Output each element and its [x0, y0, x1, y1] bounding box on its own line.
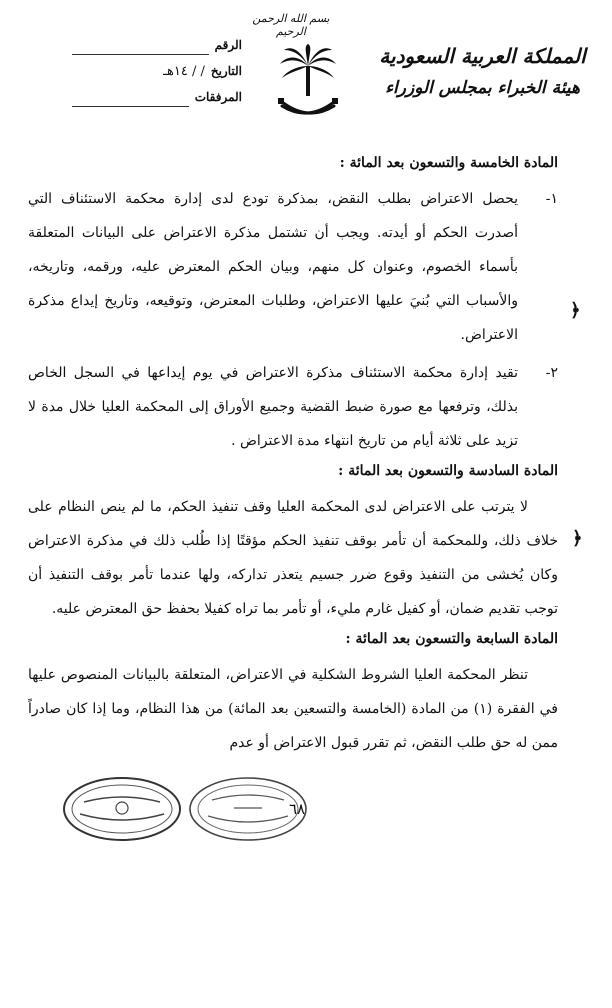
reference-block — [72, 38, 242, 116]
attachments-label: المرفقات — [194, 90, 242, 104]
kingdom-name: المملكة العربية السعودية — [379, 44, 586, 68]
date-label: التاريخ — [210, 64, 242, 78]
saudi-emblem-icon — [276, 44, 340, 122]
article-paragraph: تنظر المحكمة العليا الشروط الشكلية في الاعتراض، المتعلقة بالبيانات المنصوص عليها في الفقرة (١) من المادة (الخامسة والتسعين بعد المائة) من هذا النظام، وما إذا كان صادراً ممن له حق طلب النقض، ثم تقرر قبول الاعتراض أو عدم — [28, 667, 559, 751]
article-paragraph: لا يترتب على الاعتراض لدى المحكمة العليا وقف تنفيذ الحكم، ما لم ينص النظام على خلاف ذلك، وللمحكمة أن تأمر بوقف تنفيذ الحكم مؤقتًا إذا طُلب ذلك في مذكرة الاعتراض وكان يُخشى من التنفيذ وقوع ضرر جسيم يتعذر تداركه، ولها عندما تأمر بوقف التنفيذ أن توجب تقديم ضمان، أو كفيل غارم مليء، أو تأمر بما تراه كفيلا بحفظ حق المعترض عليه. — [28, 499, 558, 617]
item-number: ٢- — [545, 365, 558, 381]
item-number: ١- — [545, 191, 558, 207]
page-number: ٦٨ — [288, 800, 306, 818]
item-text: تقيد إدارة محكمة الاستئناف مذكرة الاعتراض في يوم إيداعها في السجل الخاص بذلك، وترفعها مع صورة ضبط القضية وجميع الأوراق إلى المحكمة العليا خلال مدة لا تزيد على ثلاثة أيام من تاريخ انتهاء مدة الاعتراض . — [28, 365, 518, 449]
attachments-line — [72, 92, 189, 107]
document-body — [28, 150, 558, 760]
number-row — [72, 38, 242, 64]
margin-mark: ﴿ — [570, 300, 581, 321]
article-heading: المادة الخامسة والتسعون بعد المائة : — [339, 155, 558, 171]
margin-mark: ﴿ — [572, 528, 583, 549]
number-line — [72, 40, 209, 55]
date-value: / / ١٤هـ — [163, 64, 205, 79]
date-row — [72, 64, 242, 90]
article-heading: المادة السادسة والتسعون بعد المائة : — [338, 463, 558, 479]
list-item — [28, 182, 558, 352]
attachments-row — [72, 90, 242, 116]
basmala: بسم الله الرحمن الرحيم — [252, 12, 330, 38]
article-heading: المادة السابعة والتسعون بعد المائة : — [345, 631, 558, 647]
list-item — [28, 356, 558, 458]
number-label: الرقم — [214, 38, 242, 52]
item-text: يحصل الاعتراض بطلب النقض، بمذكرة تودع لدى إدارة محكمة الاستئناف التي أصدرت الحكم أو أيدته. ويجب أن تشتمل مذكرة الاعتراض على البيانات المتعلقة بأسماء الخصوم، وعنوان كل منهم، وبيان الحكم المعترض عليه، ورقمه، وتاريخه، والأسباب التي بُنيَ عليها الاعتراض، وطلبات المعترض، وتوقيعه، وتاريخ إيداع مذكرة الاعتراض. — [28, 191, 518, 343]
authority-name: هيئة الخبراء بمجلس الوزراء — [385, 78, 580, 98]
official-seal — [186, 774, 310, 844]
official-seal — [60, 774, 184, 844]
